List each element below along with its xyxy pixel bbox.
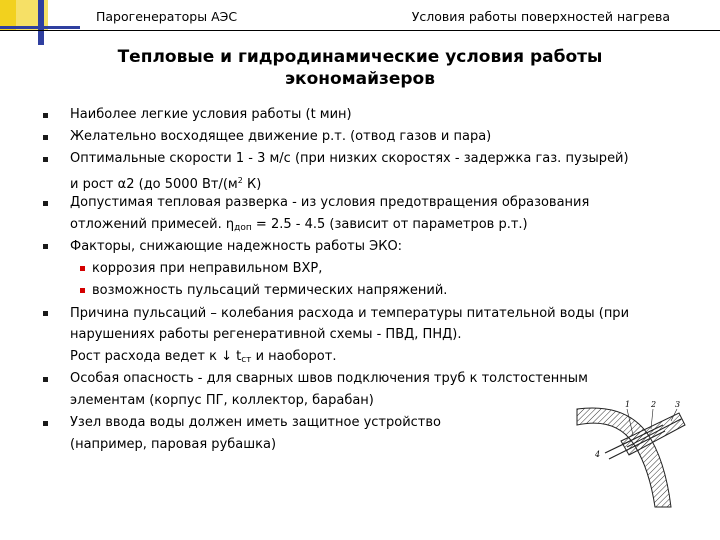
header-divider: [0, 30, 720, 31]
figure-label-3: 3: [675, 400, 681, 409]
sub-bullet-marker: [80, 266, 85, 271]
bullet-weld-danger: Особая опасность - для сварных швов подключения труб к толстостенным: [70, 371, 588, 386]
slide-title: [60, 46, 660, 90]
bullet-marker: [43, 244, 48, 249]
figure-label-1: 1: [625, 400, 631, 409]
bullet-optimal-velocity-cont: и рост α2 (до 5000 $Вт/(м^2$ К): [70, 176, 262, 192]
water-inlet-diagram: [575, 395, 695, 510]
bullet-marker: [43, 113, 48, 118]
bullet-marker: [43, 201, 48, 206]
bullet-pulsation-cause: Причина пульсаций – колебания расхода и температуры питательной воды (при: [70, 306, 630, 321]
header-course-title: Парогенераторы АЭС: [96, 9, 238, 24]
bullet-marker: [43, 421, 48, 426]
bullet-water-inlet: Узел ввода воды должен иметь защитное устройство: [70, 415, 441, 430]
alpha-symbol: α2: [117, 177, 135, 192]
sub-bullet-corrosion: коррозия при неправильном ВХР,: [92, 261, 323, 276]
figure-label-2: 2: [651, 400, 657, 409]
bullet-flow-increase: Рост расхода ведет к ↓ $t_{ст}$ и наоборот.: [70, 349, 337, 365]
figure-label-4: 4: [595, 450, 601, 459]
bullet-weld-danger-cont: элементам (корпус ПГ, коллектор, барабан): [70, 393, 374, 408]
bullet-water-inlet-cont: (например, паровая рубашка): [70, 437, 277, 452]
bullet-pulsation-cause-cont: нарушениях работы регенеративной схемы - ПВД, ПНД).: [70, 327, 462, 342]
eta-symbol: η: [225, 217, 235, 232]
bullet-upward-flow: Желательно восходящее движение р.т. (отвод газов и пара): [70, 129, 492, 144]
sub-bullet-marker: [80, 288, 85, 293]
bullet-marker: [43, 135, 48, 140]
bullet-thermal-unevenness-cont: отложений примесей. $\eta_{доп} = 2.5 - 4.5$ (зависит от параметров р.т.): [70, 217, 528, 233]
down-arrow-icon: ↓: [221, 349, 232, 364]
bullet-light-conditions: Наиболее легкие условия работы (t мин): [70, 107, 352, 122]
sub-bullet-pulsations: возможность пульсаций термических напряжений.: [92, 283, 448, 298]
header-section-title: Условия работы поверхностей нагрева: [411, 9, 670, 24]
header-decoration: [0, 0, 80, 45]
bullet-reliability-factors: Факторы, снижающие надежность работы ЭКО:: [70, 239, 403, 254]
bullet-marker: [43, 377, 48, 382]
bullet-optimal-velocity: Оптимальные скорости 1 - 3 м/с (при низких скоростях - задержка газ. пузырей): [70, 151, 629, 166]
slide-title-line1: Тепловые и гидродинамические условия работы: [117, 47, 603, 67]
slide-title-line2: экономайзеров: [284, 69, 435, 89]
bullet-thermal-unevenness: Допустимая тепловая разверка - из условия предотвращения образования: [70, 195, 590, 210]
bullet-marker: [43, 311, 48, 316]
bullet-marker: [43, 157, 48, 162]
